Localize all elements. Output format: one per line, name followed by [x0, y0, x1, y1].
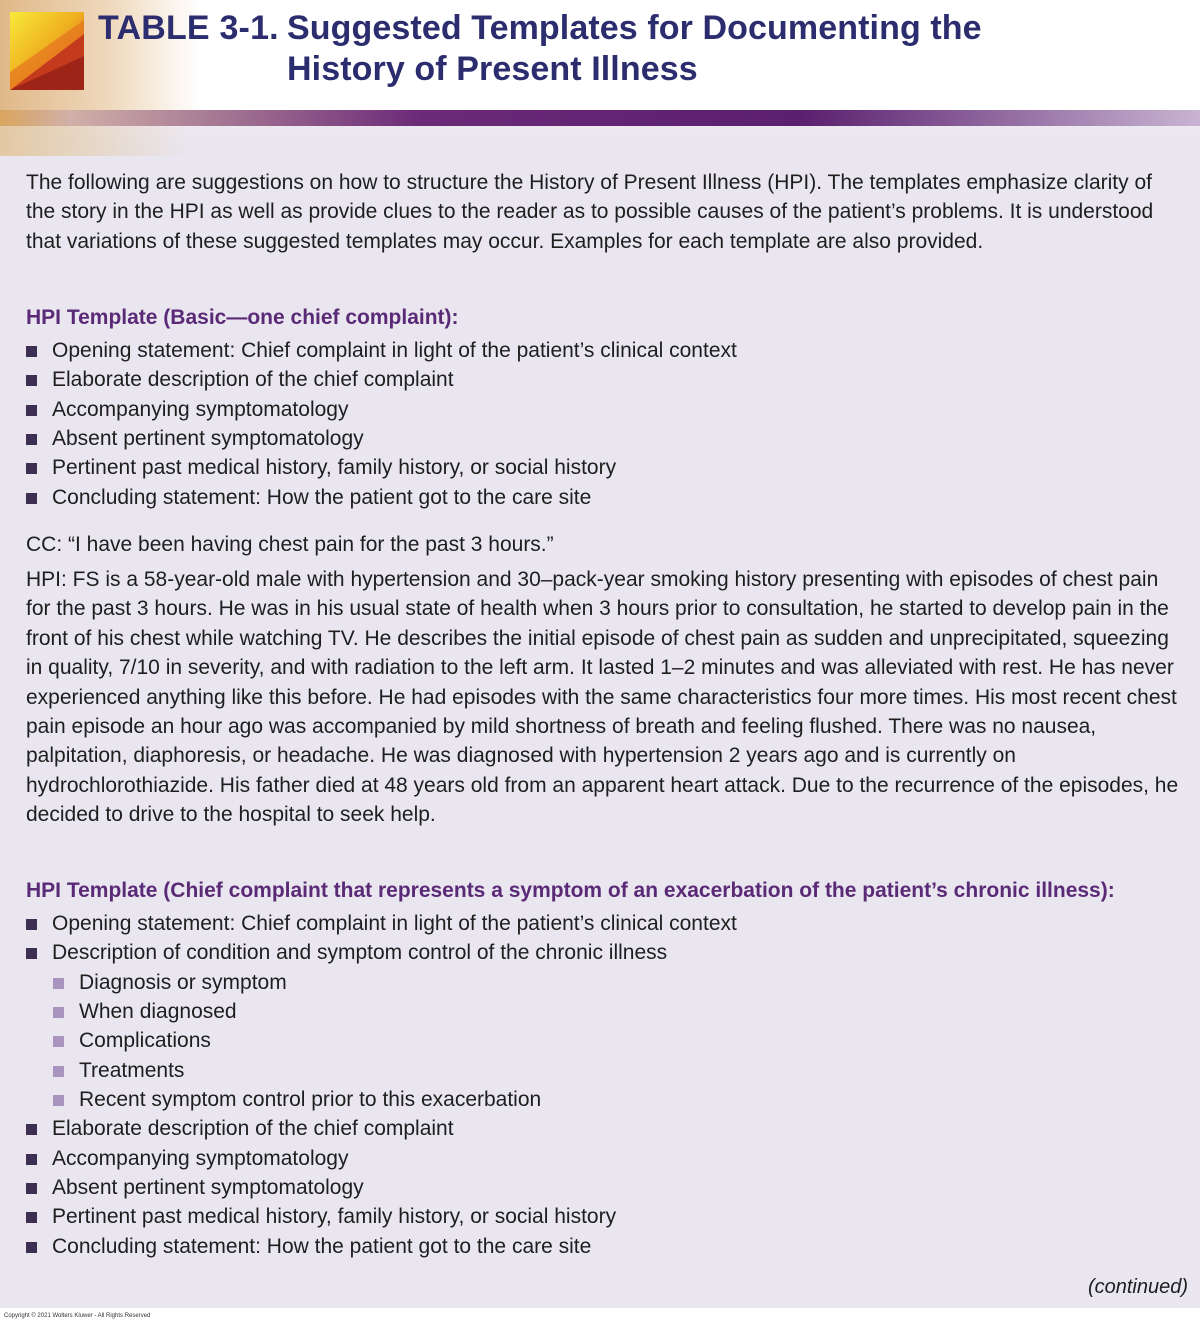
- sub-list-item: Complications: [26, 1026, 1186, 1055]
- list-item: Elaborate description of the chief complaint: [26, 365, 1186, 394]
- sub-list-item: Treatments: [26, 1056, 1186, 1085]
- list-item: Opening statement: Chief complaint in light of the patient’s clinical context: [26, 336, 1186, 365]
- list-item: Absent pertinent symptomatology: [26, 1173, 1186, 1202]
- bullet-square-icon: [26, 463, 37, 474]
- bullet-square-icon: [26, 346, 37, 357]
- table-title: Suggested Templates for Documenting the History of Present Illness: [287, 9, 982, 88]
- intro-paragraph: The following are suggestions on how to structure the History of Present Illness (HPI). The templates emphasize clarity of the story in the HPI as well as provide clues to the reader as to possible causes of the patient’s problems. It is understood that variations of these suggested templates may occur. Examples for each template are also provided.: [26, 171, 1154, 253]
- bullet-square-icon: [26, 1124, 37, 1135]
- list-item: Pertinent past medical history, family history, or social history: [26, 1202, 1186, 1231]
- sub-bullet-square-icon: [53, 1036, 64, 1047]
- sub-list-item: Diagnosis or symptom: [26, 968, 1186, 997]
- sub-bullet-square-icon: [53, 978, 64, 989]
- bullet-square-icon: [26, 493, 37, 504]
- list-item: Opening statement: Chief complaint in light of the patient’s clinical context: [26, 909, 1186, 938]
- sub-bullet-square-icon: [53, 1095, 64, 1106]
- list-item: Pertinent past medical history, family history, or social history: [26, 453, 1186, 482]
- publisher-logo-icon: [10, 12, 84, 90]
- copyright-notice: Copyright © 2021 Wolters Kluwer - All Rights Reserved: [4, 1313, 151, 1319]
- template2-list: [26, 909, 1186, 1261]
- template2-heading: HPI Template (Chief complaint that represents a symptom of an exacerbation of the patient’s chronic illness):: [26, 879, 1115, 902]
- template1-heading: HPI Template (Basic—one chief complaint):: [26, 306, 459, 329]
- bullet-square-icon: [26, 1242, 37, 1253]
- bullet-square-icon: [26, 405, 37, 416]
- example-hpi-paragraph: HPI: FS is a 58-year-old male with hypertension and 30–pack-year smoking history presenting with episodes of chest pain for the past 3 hours. He was in his usual state of health when 3 hours prior to consultation, he started to develop pain in the front of his chest while watching TV. He describes the initial episode of chest pain as sudden and unprecipitated, squeezing in quality, 7/10 in severity, and with radiation to the left arm. It lasted 1–2 minutes and was alleviated with rest. He has never experienced anything like this before. He had episodes with the same characteristics four more times. His most recent chest pain episode an hour ago was accompanied by mild shortness of breath and feeling flushed. There was no nausea, palpitation, diaphoresis, or headache. He was diagnosed with hypertension 2 years ago and is currently on hydrochlorothiazide. His father died at 48 years old from an apparent heart attack. Due to the recurrence of the episodes, he decided to drive to the hospital to seek help.: [26, 568, 1179, 827]
- bullet-square-icon: [26, 948, 37, 959]
- header-band: [0, 110, 1200, 126]
- sub-bullet-square-icon: [53, 1066, 64, 1077]
- sub-bullet-square-icon: [53, 1007, 64, 1018]
- bullet-square-icon: [26, 434, 37, 445]
- bullet-square-icon: [26, 919, 37, 930]
- table-label: TABLE 3-1.: [98, 9, 279, 47]
- bullet-square-icon: [26, 375, 37, 386]
- bullet-square-icon: [26, 1154, 37, 1165]
- list-item: Concluding statement: How the patient got to the care site: [26, 1232, 1186, 1261]
- list-item: Description of condition and symptom control of the chronic illness: [26, 938, 1186, 967]
- example-chief-complaint: CC: “I have been having chest pain for the past 3 hours.”: [26, 533, 554, 556]
- list-item: Elaborate description of the chief complaint: [26, 1114, 1186, 1143]
- continued-note: (continued): [1087, 1276, 1188, 1298]
- list-item: Accompanying symptomatology: [26, 395, 1186, 424]
- sub-list-item: When diagnosed: [26, 997, 1186, 1026]
- sub-list-item: Recent symptom control prior to this exacerbation: [26, 1085, 1186, 1114]
- list-item: Absent pertinent symptomatology: [26, 424, 1186, 453]
- list-item: Accompanying symptomatology: [26, 1144, 1186, 1173]
- list-item: Concluding statement: How the patient got to the care site: [26, 483, 1186, 512]
- bullet-square-icon: [26, 1212, 37, 1223]
- bullet-square-icon: [26, 1183, 37, 1194]
- template1-list: [26, 336, 1186, 512]
